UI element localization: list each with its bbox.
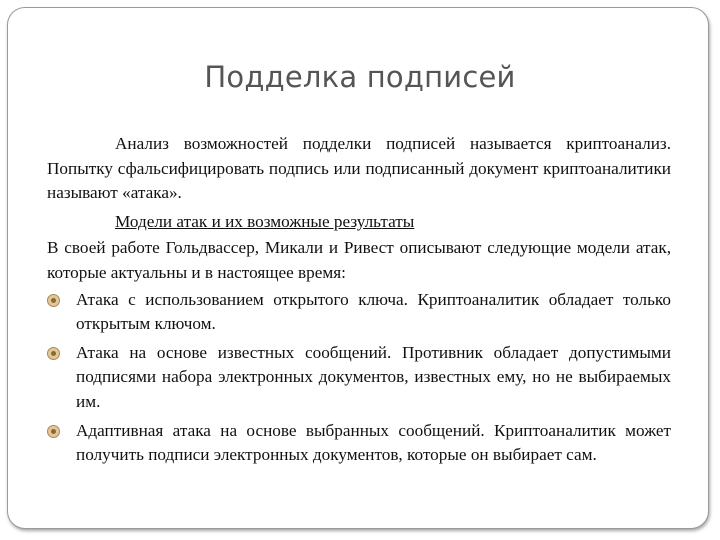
circle-bullet-icon <box>47 347 60 360</box>
circle-bullet-icon <box>47 425 60 438</box>
list-item <box>47 419 671 468</box>
circle-bullet-icon <box>47 294 60 307</box>
lead-paragraph: В своей работе Гольдвассер, Микали и Ривест описывают следующие модели атак, которые актуальны и в настоящее время: <box>47 238 671 282</box>
attack-models-list <box>47 288 671 468</box>
list-item-text: Атака на основе известных сообщений. Противник обладает допустимыми подписями набора электронных документов, известных ему, но не выбираемых им. <box>76 342 671 411</box>
slide-body <box>47 132 671 472</box>
list-item <box>47 288 671 337</box>
slide-title: Подделка подписей <box>204 60 516 94</box>
intro-paragraph: Анализ возможностей подделки подписей называется криптоанализ. Попытку сфальсифицировать подпись или подписанный документ криптоаналитики называют «атака». <box>47 134 671 203</box>
list-item <box>47 341 671 415</box>
list-item-text: Адаптивная атака на основе выбранных сообщений. Криптоаналитик может получить подписи электронных документов, которые он выбирает сам. <box>76 420 671 465</box>
list-item-text: Атака с использованием открытого ключа. Криптоаналитик обладает только открытым ключом. <box>76 289 671 334</box>
subheading: Модели атак и их возможные результаты <box>115 211 415 231</box>
